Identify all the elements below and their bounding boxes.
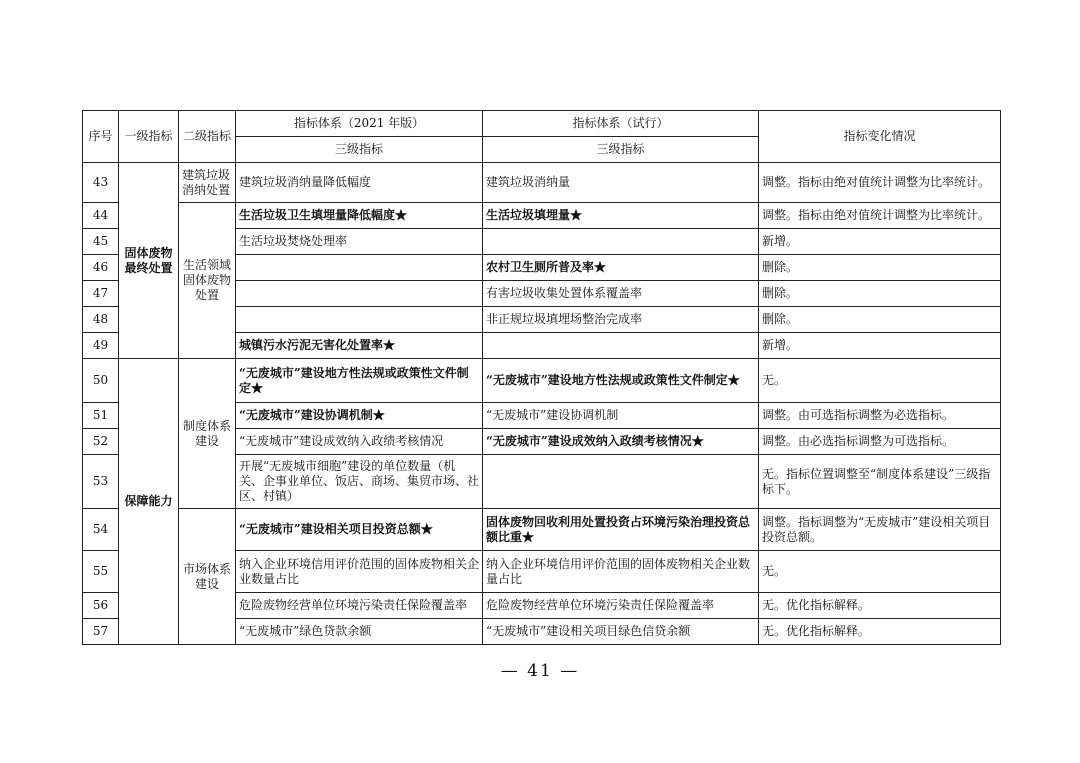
row-number: 45 <box>83 229 119 255</box>
new-indicator: “无废城市”建设相关项目投资总额★ <box>236 509 483 551</box>
old-indicator: “无废城市”建设地方性法规或政策性文件制定★ <box>483 359 759 403</box>
old-indicator: 危险废物经营单位环境污染责任保险覆盖率 <box>483 593 759 619</box>
change-note: 无。优化指标解释。 <box>759 619 1001 645</box>
change-note: 调整。由必选指标调整为可选指标。 <box>759 429 1001 455</box>
header-level1: 一级指标 <box>119 111 179 163</box>
new-indicator <box>236 281 483 307</box>
change-note: 删除。 <box>759 281 1001 307</box>
table-row <box>83 163 1001 203</box>
row-number: 48 <box>83 307 119 333</box>
group-construction-waste: 建筑垃圾消纳处置 <box>179 163 236 203</box>
old-indicator: “无废城市”建设协调机制 <box>483 403 759 429</box>
new-indicator: “无废城市”建设成效纳入政绩考核情况 <box>236 429 483 455</box>
change-note: 删除。 <box>759 307 1001 333</box>
group-institution: 制度体系建设 <box>179 359 236 509</box>
row-number: 57 <box>83 619 119 645</box>
change-note: 调整。指标调整为“无废城市”建设相关项目投资总额。 <box>759 509 1001 551</box>
new-indicator: “无废城市”绿色贷款余额 <box>236 619 483 645</box>
change-note: 无。 <box>759 551 1001 593</box>
change-note: 无。 <box>759 359 1001 403</box>
old-indicator: 固体废物回收利用处置投资占环境污染治理投资总额比重★ <box>483 509 759 551</box>
change-note: 无。指标位置调整至“制度体系建设”三级指标下。 <box>759 455 1001 509</box>
old-indicator: 非正规垃圾填埋场整治完成率 <box>483 307 759 333</box>
table-row <box>83 509 1001 551</box>
row-number: 50 <box>83 359 119 403</box>
old-indicator: 有害垃圾收集处置体系覆盖率 <box>483 281 759 307</box>
row-number: 47 <box>83 281 119 307</box>
indicator-table <box>82 110 1001 645</box>
group-life-waste: 生活领域固体废物处置 <box>179 203 236 359</box>
group-market: 市场体系建设 <box>179 509 236 645</box>
header-level3-old: 三级指标 <box>483 137 759 163</box>
old-indicator: 建筑垃圾消纳量 <box>483 163 759 203</box>
header-level3-new: 三级指标 <box>236 137 483 163</box>
old-indicator: 纳入企业环境信用评价范围的固体废物相关企业数量占比 <box>483 551 759 593</box>
new-indicator <box>236 255 483 281</box>
change-note: 删除。 <box>759 255 1001 281</box>
change-note: 调整。由可选指标调整为必选指标。 <box>759 403 1001 429</box>
new-indicator: “无废城市”建设协调机制★ <box>236 403 483 429</box>
row-number: 56 <box>83 593 119 619</box>
header-level2: 二级指标 <box>179 111 236 163</box>
row-number: 55 <box>83 551 119 593</box>
change-note: 调整。指标由绝对值统计调整为比率统计。 <box>759 163 1001 203</box>
new-indicator: 纳入企业环境信用评价范围的固体废物相关企业数量占比 <box>236 551 483 593</box>
new-indicator: 危险废物经营单位环境污染责任保险覆盖率 <box>236 593 483 619</box>
old-indicator: “无废城市”建设相关项目绿色信贷余额 <box>483 619 759 645</box>
new-indicator: 生活垃圾焚烧处理率 <box>236 229 483 255</box>
header-system-trial: 指标体系（试行） <box>483 111 759 137</box>
change-note: 调整。指标由绝对值统计调整为比率统计。 <box>759 203 1001 229</box>
row-number: 52 <box>83 429 119 455</box>
new-indicator: 建筑垃圾消纳量降低幅度 <box>236 163 483 203</box>
header-row-1 <box>83 111 1001 137</box>
new-indicator: 生活垃圾卫生填埋量降低幅度★ <box>236 203 483 229</box>
old-indicator <box>483 455 759 509</box>
change-note: 新增。 <box>759 229 1001 255</box>
page-number: — 41 — <box>500 661 580 681</box>
table-row <box>83 359 1001 403</box>
group-guarantee: 保障能力 <box>119 359 179 645</box>
row-number: 43 <box>83 163 119 203</box>
old-indicator <box>483 333 759 359</box>
row-number: 54 <box>83 509 119 551</box>
change-note: 新增。 <box>759 333 1001 359</box>
new-indicator <box>236 307 483 333</box>
change-note: 无。优化指标解释。 <box>759 593 1001 619</box>
old-indicator <box>483 229 759 255</box>
header-seq: 序号 <box>83 111 119 163</box>
old-indicator: 农村卫生厕所普及率★ <box>483 255 759 281</box>
table-row <box>83 203 1001 229</box>
group-solid-final: 固体废物最终处置 <box>119 163 179 359</box>
row-number: 51 <box>83 403 119 429</box>
old-indicator: 生活垃圾填埋量★ <box>483 203 759 229</box>
header-system-2021: 指标体系（2021 年版） <box>236 111 483 137</box>
row-number: 49 <box>83 333 119 359</box>
old-indicator: “无废城市”建设成效纳入政绩考核情况★ <box>483 429 759 455</box>
row-number: 46 <box>83 255 119 281</box>
new-indicator: “无废城市”建设地方性法规或政策性文件制定★ <box>236 359 483 403</box>
new-indicator: 城镇污水污泥无害化处置率★ <box>236 333 483 359</box>
header-change: 指标变化情况 <box>759 111 1001 163</box>
new-indicator: 开展“无废城市细胞”建设的单位数量（机关、企事业单位、饭店、商场、集贸市场、社区、村镇） <box>236 455 483 509</box>
row-number: 44 <box>83 203 119 229</box>
row-number: 53 <box>83 455 119 509</box>
